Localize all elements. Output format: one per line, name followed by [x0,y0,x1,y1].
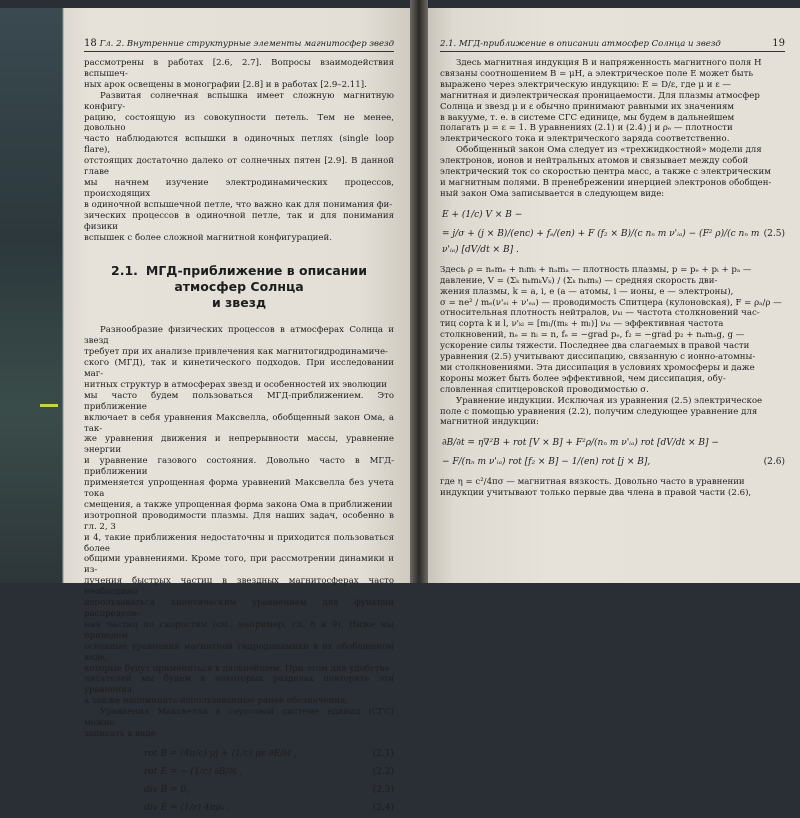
running-head-left-text: Гл. 2. Внутренние структурные элементы магнитосфер звезд [99,39,394,49]
text-line: мы начнем изучение электродинамических процессов, происходящих [84,177,394,199]
running-head-right [440,38,785,52]
page-number-right: 19 [772,38,785,49]
text-line: словленная спитцеровской проводимостью σ. [440,384,649,395]
equation-text: − F/(nₙ m ν'ᵢₐ) rot [f₂ × B] − 1/(en) rot [j × B], [442,457,651,468]
text-line: рацию, состоящую из совокупности петель. Тем не менее, довольно [84,112,394,134]
text-line: тиц сорта k и l, ν'ₖₗ = [mₗ/(mₖ + mₗ)] νₖₗ — эффективная частота [440,319,724,330]
text-line: уравнения (2.5) учитывают диссипацию, связанную с ионно-атомны- [440,352,756,363]
text-line: смещения, а также упрощенная форма закона Ома в приближении [84,499,393,510]
text-line: и уравнение газового состояния. Довольно часто в МГД-приближении [84,456,394,478]
text-line: отстоящих достаточно далеко от солнечных пятен [2.9]. В данной главе [84,156,394,178]
right-page [428,8,800,583]
text-line: электрического тока и электрического заряда соответственно. [440,134,730,145]
text-line: магнитная и диэлектрическая проницаемости. Для плазмы атмосфер [440,90,760,101]
text-line: нитных структур в атмосферах звезд и особенностей их эволюции [84,379,388,390]
equation-text: div E = (1/ε) 4πρₑ . [144,802,231,813]
equation-2-3 [84,782,394,798]
text-line: лучения быстрых частиц в звездных магнитосферах часто необходимо [84,576,394,598]
text-line: ускорение силы тяжести. Последнее два слагаемых в правой части [440,341,750,352]
section-title-line1: МГД-приближение в описании атмосфер Солнца [145,263,367,295]
text-line: требует при их анализе привлечения как магнитогидродинамиче- [84,347,388,358]
text-line: жения плазмы, k = a, i, e (a — атомы, i — ионы, e — электроны), [440,286,734,297]
text-line: и магнитным полями. В пренебрежении инерцией электронов обобщен- [440,177,772,188]
equation-text: E + (1/c) V × B − [442,209,523,220]
text-line: основные уравнения магнитной гидродинамики в их обобщенном виде, [84,641,394,663]
induction-equation-line1 [440,435,785,451]
equation-2-6 [440,454,785,470]
text-line: ный закон Ома записывается в следующем виде: [440,188,665,199]
text-line: Уравнения Максвелла в гауссовой системе единиц (СГС) можно [84,707,394,729]
text-line: магнитной индукции: [440,417,539,428]
text-line: поле с помощью уравнения (2.2), получим следующее уравнение для [440,406,758,417]
right-page-content [440,38,785,499]
text-line: зических процессов в одиночной петле, так и для понимания физики [84,210,394,232]
text-line: Развитая солнечная вспышка имеет сложную магнитную конфигу- [84,90,394,112]
text-line: часто наблюдаются вспышки в одиночных петлях (single loop flare), [84,134,394,156]
text-line: же уравнения движения и непрерывности массы, уравнение энергии [84,434,394,456]
text-line: ных арок освещены в монографии [2.8] и в работах [2.9–2.11]. [84,79,367,90]
text-line: Здесь ρ = nₑmₑ + nᵢmᵢ + nₐmₐ — плотность плазмы, p = pₑ + pᵢ + pₐ — [440,264,752,275]
text-line: полагать μ = ε = 1. В уравнениях (2.1) и (2.4) j и ρₑ — плотности [440,123,733,134]
text-line: мы часто будем пользоваться МГД-приближением. Это приближение [84,390,394,412]
text-line: включает в себя уравнения Максвелла, обобщенный закон Ома, а так- [84,412,394,434]
text-line: индукции учитывают только первые два члена в правой части (2.6), [440,488,752,499]
text-line: σ = ne² / mₑ(ν'ₑᵢ + ν'ₑₐ) — проводимость Спитцера (кулоновская), F = ρₐ/ρ — [440,297,782,308]
equation-number: (2.5) [763,228,785,239]
text-line: применяется упрощенная форма уравнений Максвелла без учета тока [84,478,394,499]
page-number-left: 18 [84,38,97,49]
text-line: ского (МГД), так и кинетического подходов. При исследовании маг- [84,358,394,380]
text-line: электрический ток со скоростью центра масс, а также с электрическим [440,167,771,178]
running-head-right-text: 2.1. МГД-приближение в описании атмосфер Солнца и звезд [440,39,721,49]
text-line: ми столкновениями. Эта диссипация в условиях хромосферы и даже [440,362,755,373]
text-line: ния частиц по скоростям (см., например, гл. 8 и 9). Ниже мы приведем [84,619,394,641]
text-line: столкновений, nₑ = nᵢ = n, fₑ = −grad pₑ, f₂ = −grad p₂ + nₐmₐg, g — [440,330,745,341]
text-line: рассмотрены в работах [2.6, 2.7]. Вопросы взаимодействия вспышеч- [84,58,394,79]
section-title-line2: и звезд [211,295,267,311]
text-line: записать в виде [84,728,156,739]
bookmark-ribbon [40,404,58,407]
equation-number: (2.3) [372,784,394,795]
running-head-left [84,38,394,52]
text-line: вспышек с более сложной магнитной конфигурацией. [84,232,332,243]
equation-text: div B = 0, [144,784,190,795]
book-binding [410,0,428,583]
text-line: в одиночной вспышечной петле, что важно как для понимания фи- [84,199,393,210]
left-page-content [84,38,394,818]
text-line: связаны соотношением B = μH, а электрическое поле E может быть [440,68,754,79]
equation-text: rot E = − (1/c) ∂B/∂t , [144,766,243,777]
section-heading [84,263,394,311]
equation-text: = j/σ + (j × B)/(enc) + fₑ/(en) + F (f₂ × B)/(c nₙ m ν'ᵢₐ) − (F² ρ)/(c nₙ m ν'ᵢₐ) [dV/dt × B] . [442,228,760,255]
equation-number: (2.2) [372,766,394,777]
text-line: общими уравнениями. Кроме того, при рассмотрении динамики и из- [84,554,394,576]
text-line: читателей мы будем в некоторых разделах повторять эти уравнения, [84,674,394,696]
equation-text: rot B = (4π/c) μj + (1/c) με ∂E/∂t , [144,748,298,759]
equation-number: (2.6) [763,457,785,468]
text-line: короны может быть более эффективной, чем диссипация, обу- [440,373,726,384]
equation-2-4 [84,800,394,816]
text-line: Здесь магнитная индукция B и напряженность магнитного поля H [456,58,762,68]
text-line: Разнообразие физических процессов в атмосферах Солнца и звезд [84,325,394,347]
book-edge [0,8,62,583]
equation-number: (2.4) [372,802,394,813]
text-line: использоваться кинетическим уравнением для функции распределе- [84,598,394,619]
text-line: которые будут применяться в дальнейшем. При этом для удобства [84,663,390,674]
text-line: давление, V = (Σₖ nₖmₖVₖ) / (Σₖ nₖmₖ) — средняя скорость дви- [440,275,718,286]
text-line: выражено через электрическую индукцию: E = D/ε, где μ и ε — [440,79,731,90]
text-line: электронов, ионов и нейтральных атомов и связывает между собой [440,156,749,167]
text-line: а также напоминать использованные ранее обозначения. [84,696,349,707]
text-line: изотропной проводимости плазмы. Для наших задач, особенно в гл. 2, 3 [84,510,394,532]
text-line: Солнца и звезд μ и ε обычно принимают равными их значениям [440,101,735,112]
equation-2-5 [440,226,785,258]
equation-number: (2.1) [372,748,394,759]
text-line: Уравнение индукции. Исключая из уравнения (2.5) электрическое [456,395,763,406]
equation-2-2 [84,764,394,780]
text-line: где η = c²/4πσ — магнитная вязкость. Довольно часто в уравнении [440,477,745,488]
text-line: и 4, такие приближения недостаточны и приходится пользоваться более [84,532,394,554]
ohm-equation-line1 [440,207,785,223]
text-line: в вакууме, т. е. в системе СГС единице, мы будем в дальнейшем [440,112,735,123]
section-number: 2.1. [111,263,138,279]
text-line: относительная плотность нейтралов, νₖₗ — частота столкновений час- [440,308,760,319]
equation-2-1 [84,746,394,762]
left-page [0,8,410,813]
equation-text: ∂B/∂t = η∇²B + rot [V × B] + F²ρ/(nₙ m ν'ᵢₐ) rot [dV/dt × B] − [442,438,719,449]
text-line: Обобщенный закон Ома следует из «трехжидкостной» модели для [456,145,762,156]
